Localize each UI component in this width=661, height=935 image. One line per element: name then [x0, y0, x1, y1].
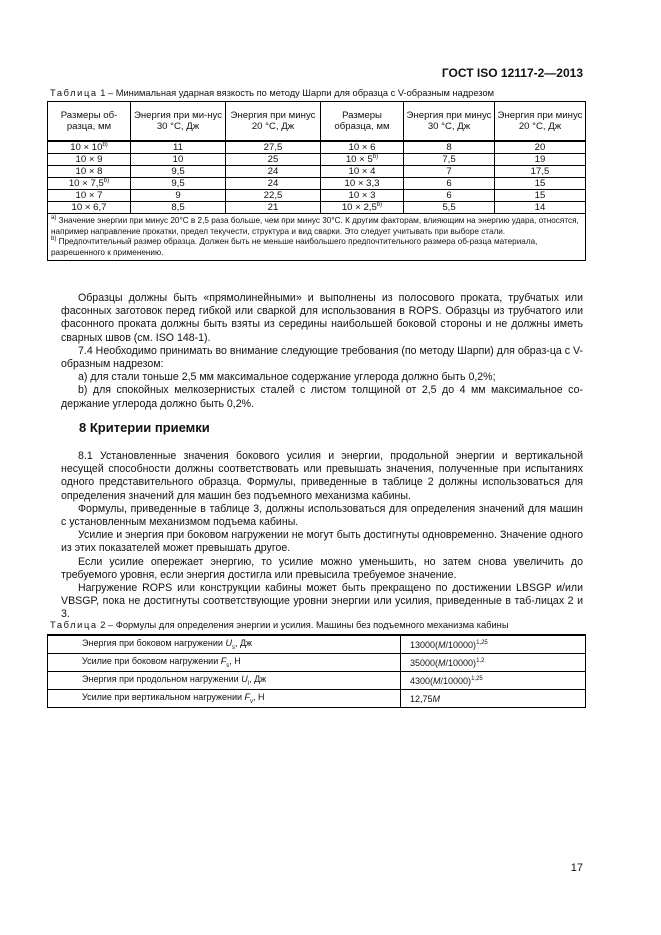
paragraph: Усилие и энергия при боковом нагружении не могут быть достигнуты одновременно. Значение одного из этих показателей может превышать другое. — [61, 529, 583, 555]
table1-header-cell: Энергия при минус 20 °С, Дж — [226, 102, 321, 142]
table-cell: Энергия при боковом нагружении $U_s$, Дж — [48, 635, 401, 654]
table-cell: 10 × 7 — [48, 190, 131, 202]
table2-caption — [50, 620, 509, 630]
table1-header-cell: Энергия при минус 30 °С, Дж — [404, 102, 495, 142]
table-cell: Усилие при вертикальном нагружении $F_v$, Н — [48, 690, 401, 708]
table-row — [48, 654, 586, 672]
paragraph: Формулы, приведенные в таблице 3, должны использоваться для определения значений для машин с установленным механизмом подъема кабины. — [61, 502, 583, 529]
table-cell: 10 × 3 — [321, 190, 404, 202]
table-cell: 24 — [226, 166, 321, 178]
footnote-mark-b: b) — [103, 178, 110, 184]
table-cell: $10 \times 5^{b)}$ — [321, 154, 404, 166]
paragraph: Образцы должны быть «прямолинейными» и выполнены из полосового проката, трубчатых или фасонных заготовок перед гибкой или сваркой для использования в ROPS. Образцы из трубчатого или фасонного проката должны быть взяты из середины наибольшей боковой стороны и не должны иметь сварных швов (см. ISO 148-1). — [61, 292, 583, 344]
table-cell: 9,5 — [131, 178, 226, 190]
footnote-mark-b: b) — [372, 154, 379, 160]
table-cell: Энергия при продольном нагружении $U_l$, Дж — [48, 672, 401, 690]
formulas-table — [47, 634, 586, 708]
table-cell: $35000(M/10000)^{1,2}$ — [401, 654, 586, 672]
table-cell: Усилие при боковом нагружении $F_s$, Н — [48, 654, 401, 672]
table-cell: 10 — [131, 154, 226, 166]
table-cell: 7 — [404, 166, 495, 178]
table-cell: 10 × 6,7 — [48, 202, 131, 214]
table-cell: 27,5 — [226, 141, 321, 154]
table-cell: 9,5 — [131, 166, 226, 178]
document-code-header: ГОСТ ISO 12117-2—2013 — [441, 66, 583, 80]
table-cell: 11 — [131, 141, 226, 154]
table1-header-cell: Размеры образца, мм — [321, 102, 404, 142]
footnote-a: $^{а)}$ Значение энергии при минус 20°С в 2,5 раза больше, чем при минус 30°С. К другим факторам, влияющим на энергию удара, относятся, например направление прокатки, предел текучести, структура и вид сварки. Это следует учитывать при выборе стали. — [51, 215, 579, 236]
table-cell: 22,5 — [226, 190, 321, 202]
footnote-mark-b: b) — [102, 142, 108, 148]
table-cell: 10 × 6 — [321, 141, 404, 154]
table2-caption-word: Таблица — [50, 620, 98, 630]
section-heading: 8 Критерии приемки — [79, 420, 210, 435]
table1-header-cell: Энергия при минус 20 °С, Дж — [495, 102, 586, 142]
table1-header-cell: Энергия при ми-нус 30 °С, Дж — [131, 102, 226, 142]
table-row — [48, 190, 586, 202]
table-cell: 10 × 3,3 — [321, 178, 404, 190]
table-cell: 10 × 4 — [321, 166, 404, 178]
table-cell: 17,5 — [495, 166, 586, 178]
footnote-mark-b: b) — [376, 202, 383, 208]
table-cell: 14 — [495, 202, 586, 214]
table-cell: $13000(M/10000)^{1,25}$ — [401, 635, 586, 654]
paragraph: 7.4 Необходимо принимать во внимание следующие требования (по методу Шарпи) для образ-ца с V-образным надрезом: — [61, 344, 583, 371]
table-cell: 6 — [404, 190, 495, 202]
table1-footnotes — [48, 214, 586, 261]
table-cell: 7,5 — [404, 154, 495, 166]
table-cell: $4300(M/10000)^{1,25}$ — [401, 672, 586, 690]
paragraph: Нагружение ROPS или конструкции кабины может быть прекращено по достижении LBSGP и/или VBSGP, пока не достигнуты соответствующие уровни энергии или усилия, приведенные в таб-лицах 2 и 3. — [61, 582, 583, 621]
table-row — [48, 635, 586, 654]
table-row — [48, 141, 586, 154]
body-text-block-2 — [61, 450, 583, 622]
table-cell: $10 \times 7,5^{b)}$ — [48, 178, 131, 190]
table-cell: 10 × 8 — [48, 166, 131, 178]
paragraph: 8.1 Установленные значения бокового усилия и энергии, продольной энергии и вертикальной несущей способности должны соответствовать или превышать значения, полученные при испытаниях одного представительного образца. Формулы, приведенные в таблице 2 должны использоваться для определения значений для машин без подъемного механизма кабины. — [61, 450, 583, 502]
table-cell: 25 — [226, 154, 321, 166]
table-row — [48, 178, 586, 190]
table-cell: 8,5 — [131, 202, 226, 214]
table-cell: 19 — [495, 154, 586, 166]
table1-caption-word: Таблица — [50, 88, 98, 98]
table2-caption-text: 2 – Формулы для определения энергии и усилия. Машины без подъемного механизма кабины — [97, 620, 509, 630]
table-cell: 24 — [226, 178, 321, 190]
table-row — [48, 166, 586, 178]
table-row — [48, 672, 586, 690]
body-text-block-1 — [61, 292, 583, 411]
table-row — [48, 202, 586, 214]
paragraph: a) для стали тоньше 2,5 мм максимальное содержание углерода должно быть 0,2%; — [78, 371, 496, 384]
table-row — [48, 154, 586, 166]
table-cell: 9 — [131, 190, 226, 202]
table-cell: 12,75M — [401, 690, 586, 708]
paragraph: b) для спокойных мелкозернистых сталей с листом толщиной от 2,5 до 4 мм максимальное со-держание углерода должно быть 0,2%. — [61, 384, 583, 410]
table-cell: 6 — [404, 178, 495, 190]
table-cell: 5,5 — [404, 202, 495, 214]
table1-caption-text: 1 – Минимальная ударная вязкость по методу Шарпи для образца с V-образным надрезом — [97, 88, 495, 98]
footnote-b: $^{b)}$ Предпочтительный размер образца. Должен быть не меньше наибольшего предпочтительного размера об-разца материала, разрешенного к применению. — [51, 236, 538, 257]
paragraph: Если усилие опережает энергию, то усилие можно уменьшить, но затем снова увеличить до требуемого уровня, если энергия достигла или превысила требуемое значение. — [61, 555, 583, 581]
table-cell: 21 — [226, 202, 321, 214]
table-cell: 10 × 9 — [48, 154, 131, 166]
table-cell: $10 \times 2,5^{b)}$ — [321, 202, 404, 214]
table-cell: 20 — [495, 141, 586, 154]
table-cell: $10 \times 10^{b)}$ — [48, 141, 131, 154]
table1-header-cell: Размеры об-разца, мм — [48, 102, 131, 142]
table1-footnotes-row — [48, 214, 586, 261]
table-cell: 8 — [404, 141, 495, 154]
table-cell: 15 — [495, 178, 586, 190]
page-number: 17 — [570, 862, 583, 874]
charpy-impact-table — [47, 101, 586, 261]
table-row — [48, 690, 586, 708]
table-cell: 15 — [495, 190, 586, 202]
table1-caption — [50, 88, 494, 98]
